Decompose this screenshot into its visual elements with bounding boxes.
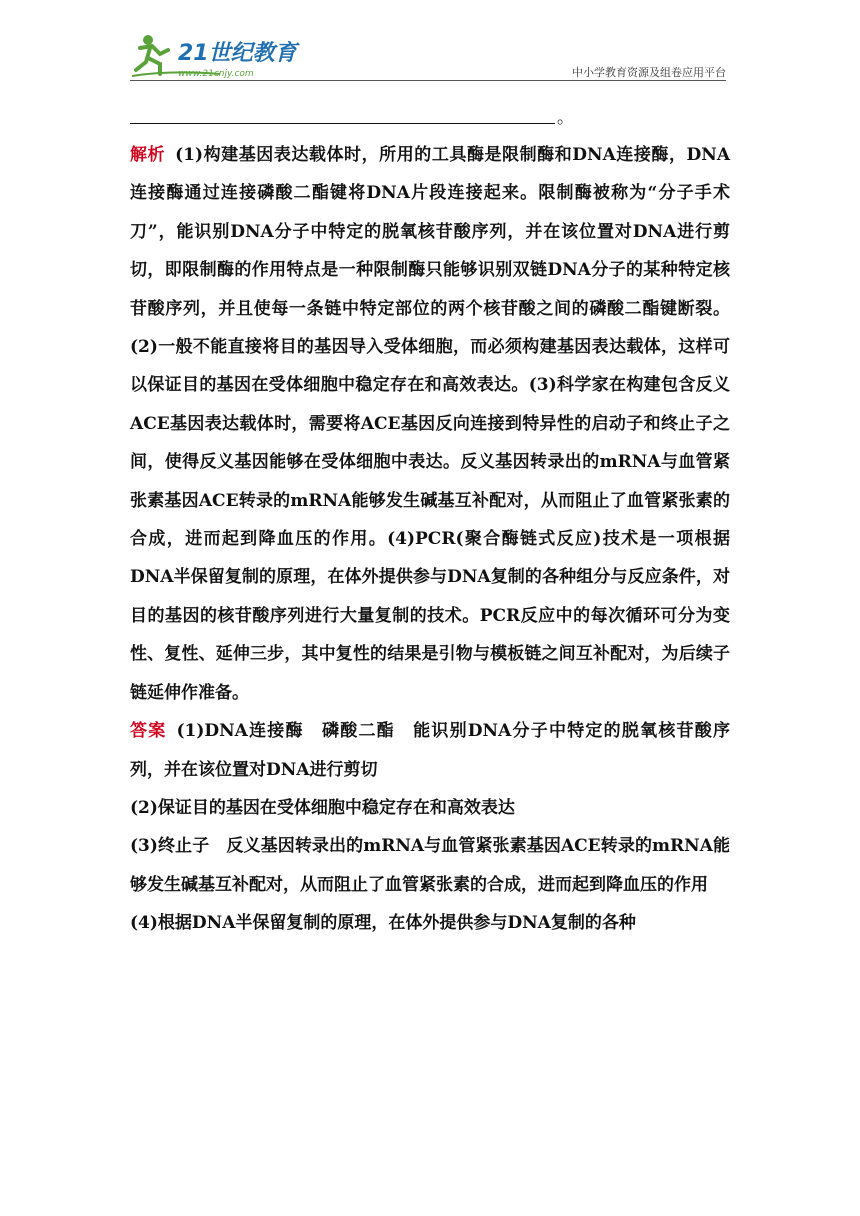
analysis-paragraph (130, 136, 730, 712)
document-body (130, 106, 730, 943)
answer-1-text: (1)DNA连接酶 磷酸二酯 能识别DNA分子中特定的脱氧核苷酸序列，并在该位置对DNA进行剪切 (130, 721, 731, 780)
answer-label: 答案 (130, 721, 167, 742)
answer-paragraph-1 (130, 712, 730, 789)
analysis-label: 解析 (130, 145, 166, 165)
site-logo (130, 30, 300, 82)
analysis-text: (1)构建基因表达载体时，所用的工具酶是限制酶和DNA连接酶，DNA连接酶通过连接磷酸二酯键将DNA片段连接起来。限制酶被称为“分子手术刀”，能识别DNA分子中特定的脱氧核苷酸序列，并在该位置对DNA进行剪切，即限制酶的作用特点是一种限制酶只能够识别双链DNA分子的某种特定核苷酸序列，并且使每一条链中特定部位的两个核苷酸之间的磷酸二酯键断裂。(2)一般不能直接将目的基因导入受体细胞，而必须构建基因表达载体，这样可以保证目的基因在受体细胞中稳定存在和高效表达。(3)科学家在构建包含反义ACE基因表达载体时，需要将ACE基因反向连接到特异性的启动子和终止子之间，使得反义基因能够在受体细胞中表达。反义基因转录出的mRNA与血管紧张素基因ACE转录的mRNA能够发生碱基互补配对，从而阻止了血管紧张素的合成，进而起到降血压的作用。(4)PCR(聚合酶链式反应)技术是一项根据DNA半保留复制的原理，在体外提供参与DNA复制的各种组分与反应条件，对目的基因的核苷酸序列进行大量复制的技术。PCR反应中的每次循环可分为变性、复性、延伸三步，其中复性的结果是引物与模板链之间互补配对，为后续子链延伸作准备。 (130, 145, 731, 703)
answer-paragraph-4 (130, 904, 730, 942)
answer-4-text: (4)根据DNA半保留复制的原理，在体外提供参与DNA复制的各种 (130, 913, 636, 934)
page-header (130, 30, 726, 82)
answer-2-text: (2)保证目的基因在受体细胞中稳定存在和高效表达 (130, 797, 515, 818)
answer-blank-line (130, 106, 730, 136)
header-divider (130, 80, 726, 81)
blank-period: 。 (557, 108, 574, 128)
answer-paragraph-2 (130, 789, 730, 827)
logo-sub-text: www.21cnjy.com (178, 69, 254, 79)
answer-3-text: (3)终止子 反义基因转录出的mRNA与血管紧张素基因ACE转录的mRNA能够发生碱基互补配对，从而阻止了血管紧张素的合成，进而起到降血压的作用 (130, 836, 730, 895)
logo-main-text: 21世纪教育 (178, 41, 297, 66)
blank-underline (130, 123, 555, 124)
answer-paragraph-3 (130, 827, 730, 904)
site-name: 中小学教育资源及组卷应用平台 (572, 66, 726, 79)
